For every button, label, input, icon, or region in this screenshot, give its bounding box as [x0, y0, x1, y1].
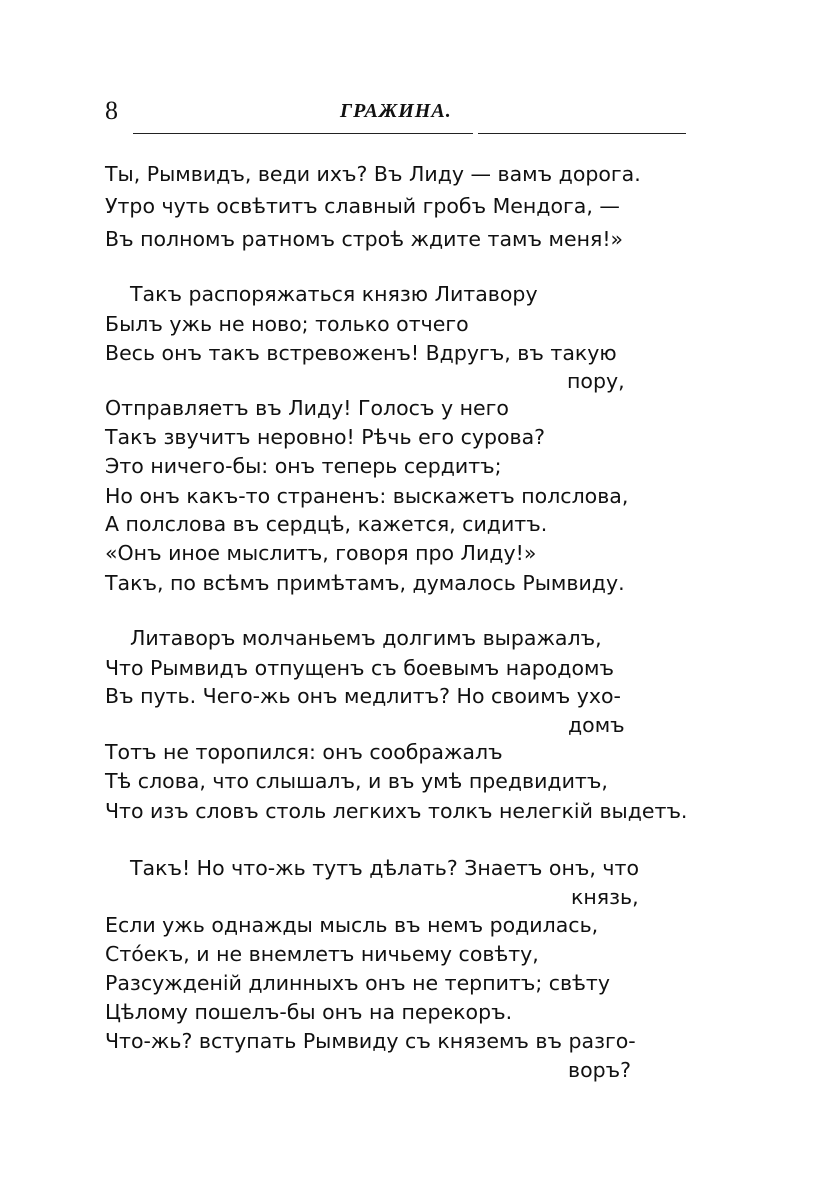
poem-line: Но онъ какъ-то страненъ: выскажетъ полслова, [105, 484, 629, 508]
poem-line: Отправляетъ въ Лиду! Голосъ у него [105, 396, 509, 420]
header-rule-left [133, 133, 473, 134]
poem-line: Разсужденій длинныхъ онъ не терпитъ; свѣту [105, 971, 610, 995]
poem-line: воръ? [568, 1058, 632, 1082]
poem-line: князь, [571, 885, 639, 909]
poem-line: Утро чуть освѣтитъ славный гробъ Мендога, — [105, 194, 620, 218]
page-header [0, 0, 840, 140]
poem-line: Былъ ужь не ново; только отчего [105, 312, 469, 336]
poem-line: Въ полномъ ратномъ строѣ ждите тамъ меня!» [105, 227, 624, 251]
poem-line: Такъ, по всѣмъ примѣтамъ, думалось Рымвиду. [105, 571, 625, 595]
poem-line: Цѣлому пошелъ-бы онъ на перекоръ. [105, 1000, 513, 1024]
header-rule-right [478, 133, 686, 134]
poem-line: Весь онъ такъ встревоженъ! Вдругъ, въ такую [105, 341, 617, 365]
poem-line: домъ [568, 713, 625, 737]
poem-line: пору, [567, 369, 625, 393]
poem-line: А полслова въ сердцѣ, кажется, сидитъ. [105, 512, 548, 536]
poem-line: Такъ распоряжаться князю Литавору [130, 282, 538, 306]
poem-line: Что-жь? вступать Рымвиду съ княземъ въ разго- [105, 1029, 636, 1053]
page-number: 8 [105, 96, 118, 125]
poem-line: Такъ! Но что-жь тутъ дѣлать? Знаетъ онъ, что [130, 856, 639, 880]
poem-line: Стóекъ, и не внемлетъ ничьему совѣту, [105, 942, 539, 966]
running-title: ГРАЖИНА. [340, 100, 452, 122]
poem-line: Литаворъ молчаньемъ долгимъ выражалъ, [130, 626, 602, 650]
poem-line: Если ужь однажды мысль въ немъ родилась, [105, 913, 599, 937]
poem-line: Что изъ словъ столь легкихъ толкъ нелегкій выдетъ. [105, 799, 688, 823]
poem-line: Въ путь. Чего-жь онъ медлитъ? Но своимъ ухо- [105, 684, 621, 708]
poem-line: Тѣ слова, что слышалъ, и въ умѣ предвидитъ, [105, 769, 608, 793]
poem-line: Это ничего-бы: онъ теперь сердитъ; [105, 454, 502, 478]
poem-line: Такъ звучитъ неровно! Рѣчь его сурова? [105, 425, 546, 449]
poem-line: «Онъ иное мыслитъ, говоря про Лиду!» [105, 541, 537, 565]
poem-line: Ты, Рымвидъ, веди ихъ? Въ Лиду — вамъ дорога. [105, 162, 641, 186]
poem-line: Что Рымвидъ отпущенъ съ боевымъ народомъ [105, 656, 614, 680]
poem-line: Тотъ не торопился: онъ соображалъ [105, 740, 503, 764]
